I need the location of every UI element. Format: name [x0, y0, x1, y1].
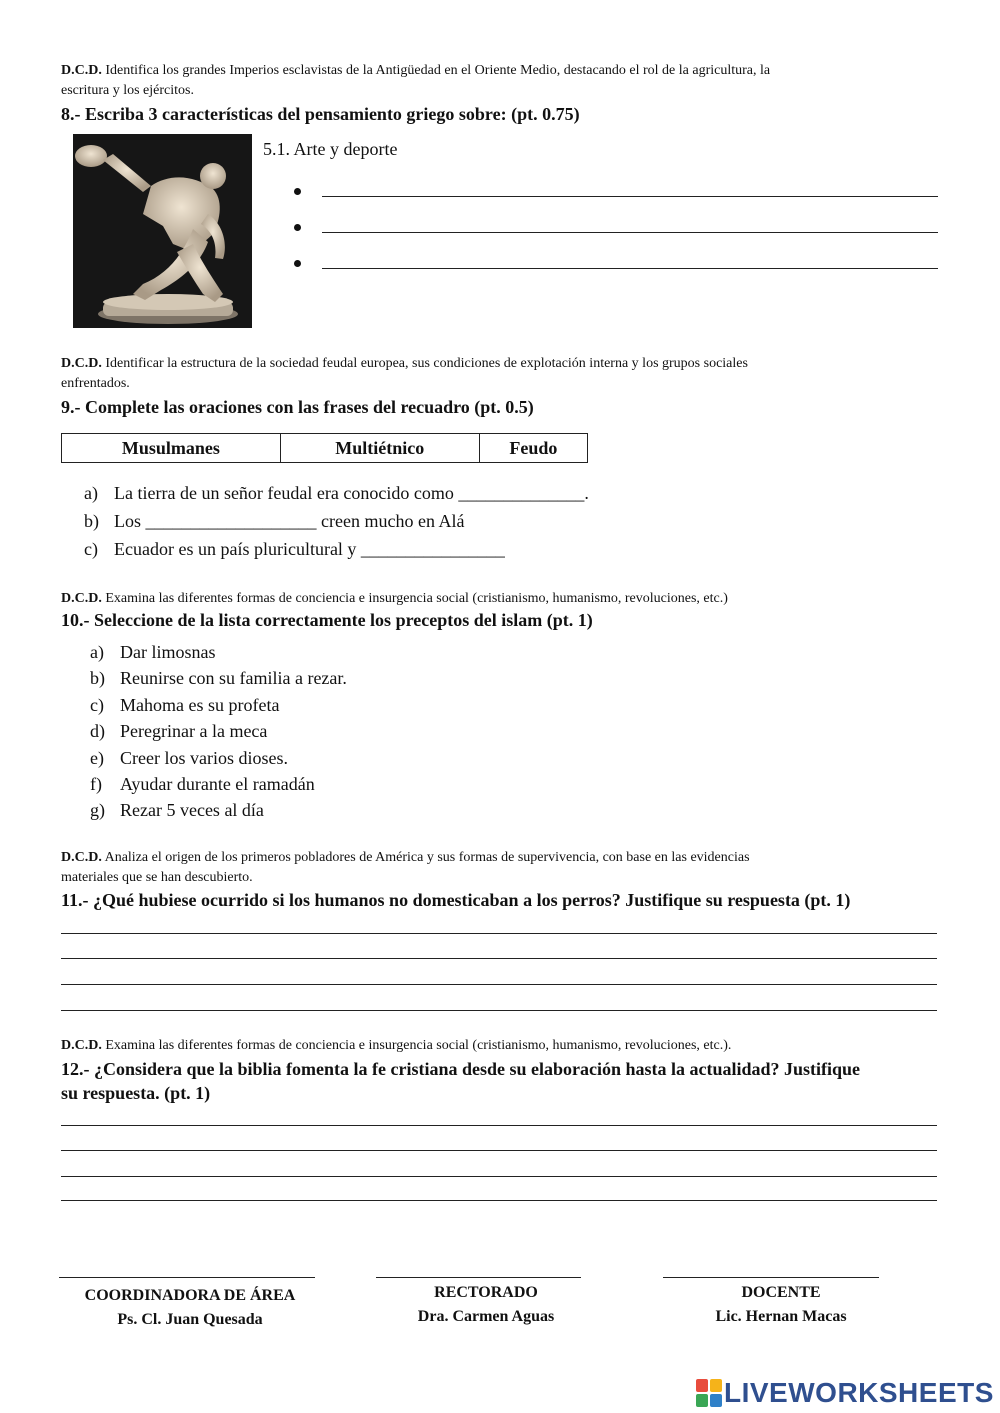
answer-line-11-2[interactable] [61, 958, 937, 959]
bullet-1 [294, 188, 301, 195]
signature-line-docente [663, 1277, 879, 1278]
word-feudo: Feudo [479, 434, 587, 463]
statue-illustration [73, 134, 252, 328]
sentence-a: a) La tierra de un señor feudal era conocido como ______________. [84, 483, 589, 503]
logo-square-2 [710, 1379, 722, 1392]
signature-name: Dra. Carmen Aguas [417, 1308, 555, 1325]
bullet-3 [294, 260, 301, 267]
answer-line-12-2[interactable] [61, 1150, 937, 1151]
question-9: 9.- Complete las oraciones con las frases del recuadro (pt. 0.5) [61, 397, 534, 417]
option-g[interactable]: g) Rezar 5 veces al día [90, 800, 264, 820]
signature-name: Lic. Hernan Macas [715, 1308, 847, 1325]
signature-role: DOCENTE [741, 1284, 821, 1301]
subheading-arte-deporte: 5.1. Arte y deporte [263, 139, 398, 159]
logo-square-4 [710, 1394, 722, 1407]
option-e[interactable]: e) Creer los varios dioses. [90, 748, 288, 768]
signature-coordinadora [49, 1284, 331, 1332]
liveworksheets-logo[interactable] [696, 1376, 994, 1410]
signature-rectorado [376, 1281, 596, 1329]
answer-line-8-3[interactable] [322, 268, 938, 269]
answer-line-8-1[interactable] [322, 196, 938, 197]
signature-line-rectorado [376, 1277, 581, 1278]
answer-line-11-1[interactable] [61, 933, 937, 934]
answer-line-8-2[interactable] [322, 232, 938, 233]
signature-docente [671, 1281, 891, 1329]
dcd-text-10: D.C.D. Examina las diferentes formas de conciencia e insurgencia social (cristianismo, humanismo, revoluciones, etc.) [61, 591, 728, 606]
bullet-2 [294, 224, 301, 231]
dcd-text-12: D.C.D. Examina las diferentes formas de conciencia e insurgencia social (cristianismo, humanismo, revoluciones, etc.). [61, 1038, 732, 1053]
signature-line-coordinadora [59, 1277, 315, 1278]
answer-line-12-3[interactable] [61, 1176, 937, 1177]
question-8: 8.- Escriba 3 características del pensamiento griego sobre: (pt. 0.75) [61, 104, 580, 124]
discobolus-image [73, 134, 252, 328]
option-c[interactable]: c) Mahoma es su profeta [90, 695, 280, 715]
answer-line-11-3[interactable] [61, 984, 937, 985]
option-f[interactable]: f) Ayudar durante el ramadán [90, 774, 315, 794]
word-box [61, 433, 588, 463]
word-musulmanes: Musulmanes [62, 434, 281, 463]
signature-role: COORDINADORA DE ÁREA [84, 1287, 296, 1304]
logo-grid-icon [696, 1379, 722, 1407]
answer-line-12-1[interactable] [61, 1125, 937, 1126]
dcd-text-8: D.C.D. Identifica los grandes Imperios esclavistas de la Antigüedad en el Oriente Medio, destacando el rol de la agricultura, la escritura y los ejércitos. [61, 63, 771, 98]
dcd-text-9: D.C.D. Identificar la estructura de la sociedad feudal europea, sus condiciones de explotación interna y los grupos sociales enfrentados. [61, 356, 748, 391]
question-11: 11.- ¿Qué hubiese ocurrido si los humanos no domesticaban a los perros? Justifique su respuesta (pt. 1) [61, 890, 851, 910]
sentence-b: b) Los ___________________ creen mucho en Alá [84, 511, 465, 531]
option-d[interactable]: d) Peregrinar a la meca [90, 721, 268, 741]
answer-line-11-4[interactable] [61, 1010, 937, 1011]
sentence-c: c) Ecuador es un país pluricultural y ________________ [84, 539, 505, 559]
option-a[interactable]: a) Dar limosnas [90, 642, 216, 662]
brand-text: LIVEWORKSHEETS [724, 1377, 994, 1408]
option-b[interactable]: b) Reunirse con su familia a rezar. [90, 668, 347, 688]
answer-line-12-4[interactable] [61, 1200, 937, 1201]
logo-square-3 [696, 1394, 708, 1407]
word-multietnico: Multiétnico [280, 434, 479, 463]
question-12: 12.- ¿Considera que la biblia fomenta la fe cristiana desde su elaboración hasta la actualidad? Justifique su respuesta. (pt. 1) [61, 1059, 861, 1103]
signature-name: Ps. Cl. Juan Quesada [117, 1311, 263, 1328]
dcd-text-11: D.C.D. Analiza el origen de los primeros pobladores de América y sus formas de supervivencia, con base en las evidencias materiales que se han descubierto. [61, 850, 750, 885]
logo-square-1 [696, 1379, 708, 1392]
question-10: 10.- Seleccione de la lista correctamente los preceptos del islam (pt. 1) [61, 610, 593, 630]
signature-role: RECTORADO [434, 1284, 538, 1301]
